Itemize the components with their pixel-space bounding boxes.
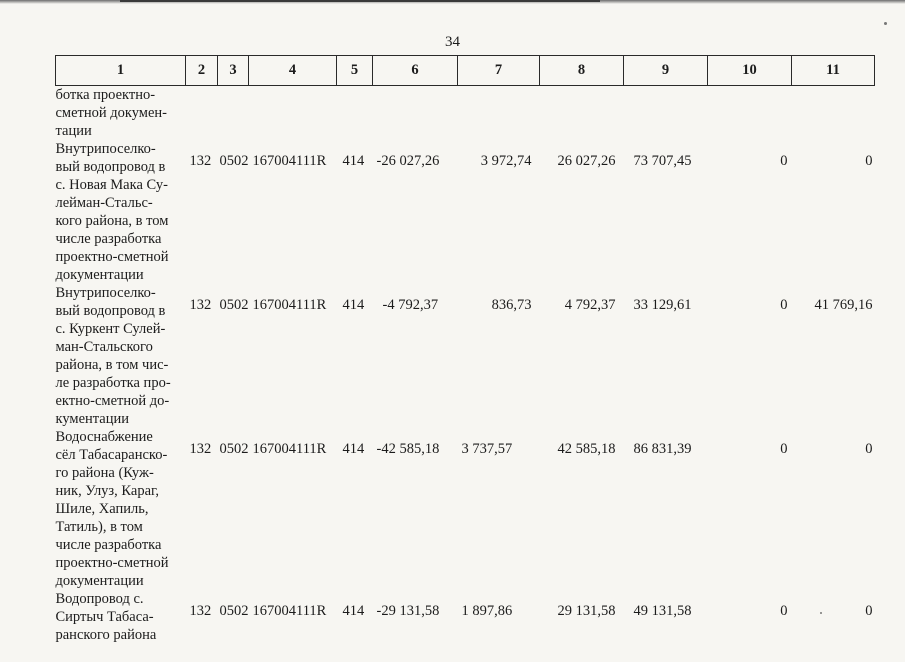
col-header-3: 3 xyxy=(218,56,249,86)
cell-value-10: 0 xyxy=(780,153,788,169)
cell-expense-type: 414 xyxy=(342,153,365,169)
row-name xyxy=(56,284,186,428)
cell-admin-code: 132 xyxy=(189,603,212,619)
row-name xyxy=(56,86,186,141)
col-header-11: 11 xyxy=(792,56,875,86)
name-line: кументации xyxy=(55,411,129,427)
name-line: сметной докумен- xyxy=(55,105,168,121)
col-header-8: 8 xyxy=(540,56,624,86)
name-line: Водопровод с. xyxy=(55,591,144,607)
cell-value-11: 0 xyxy=(865,153,873,169)
cell-expense-type: 414 xyxy=(342,603,365,619)
table-row xyxy=(56,428,875,590)
name-line: ман-Стальского xyxy=(55,339,153,355)
cell-value-11: 0 xyxy=(865,441,873,457)
name-line: ранского района xyxy=(55,627,157,643)
name-line: документации xyxy=(55,573,144,589)
name-line: тации xyxy=(55,123,92,139)
name-line: с. Новая Мака Су- xyxy=(55,177,168,193)
cell-value-7: 3 972,74 xyxy=(480,153,532,169)
cell-admin-code: 132 xyxy=(189,297,212,313)
cell-value-8: 42 585,18 xyxy=(557,441,616,457)
cell-section-code: 0502 xyxy=(219,153,249,169)
cell-value-6: -4 792,37 xyxy=(382,297,439,313)
cell-expense-type: 414 xyxy=(342,441,365,457)
name-line: района, в том чис- xyxy=(55,357,169,373)
cell-admin-code: 132 xyxy=(189,441,212,457)
name-line: Татиль), в том xyxy=(55,519,143,535)
cell-value-9: 73 707,45 xyxy=(633,153,692,169)
cell-value-7: 1 897,86 xyxy=(461,603,513,619)
col-header-1: 1 xyxy=(56,56,186,86)
col-header-4: 4 xyxy=(249,56,337,86)
cell-value-9: 49 131,58 xyxy=(633,603,692,619)
cell-target-code: 167004111R xyxy=(252,603,327,619)
name-line: Сиртыч Табаса- xyxy=(55,609,154,625)
col-header-7: 7 xyxy=(458,56,540,86)
budget-table xyxy=(55,55,875,662)
page-number: 34 xyxy=(445,34,460,50)
name-line: числе разработка xyxy=(55,231,162,247)
name-line: документации xyxy=(55,267,144,283)
name-line: Внутрипоселко- xyxy=(55,285,156,301)
name-line: ектно-сметной до- xyxy=(55,393,170,409)
cell-section-code: 0502 xyxy=(219,297,249,313)
cell-value-8: 29 131,58 xyxy=(557,603,616,619)
col-header-2: 2 xyxy=(186,56,218,86)
col-header-5: 5 xyxy=(337,56,373,86)
cell-value-10: 0 xyxy=(780,441,788,457)
table-row xyxy=(56,140,875,284)
cell-target-code: 167004111R xyxy=(252,297,327,313)
cell-value-9: 33 129,61 xyxy=(633,297,692,313)
cell-value-7: 3 737,57 xyxy=(461,441,513,457)
name-line: Водоснабжение xyxy=(55,429,153,445)
cell-value-10: 0 xyxy=(780,603,788,619)
name-line: ник, Улуз, Караг, xyxy=(55,483,159,499)
table-row xyxy=(56,590,875,662)
row-name xyxy=(56,140,186,284)
name-line: с. Куркент Сулей- xyxy=(55,321,166,337)
cell-value-11: 41 769,16 xyxy=(814,297,873,313)
name-line: Внутрипоселко- xyxy=(55,141,156,157)
cell-value-8: 4 792,37 xyxy=(564,297,616,313)
scan-speck xyxy=(820,612,822,614)
table-row xyxy=(56,86,875,141)
cell-value-6: -42 585,18 xyxy=(376,441,440,457)
row-name xyxy=(56,590,186,662)
name-line: ле разработка про- xyxy=(55,375,171,391)
cell-value-9: 86 831,39 xyxy=(633,441,692,457)
cell-admin-code: 132 xyxy=(189,153,212,169)
cell-target-code: 167004111R xyxy=(252,153,327,169)
cell-value-10: 0 xyxy=(780,297,788,313)
cell-expense-type: 414 xyxy=(342,297,365,313)
cell-value-8: 26 027,26 xyxy=(557,153,616,169)
name-line: проектно-сметной xyxy=(55,249,169,265)
name-line: Шиле, Хапиль, xyxy=(55,501,149,517)
col-header-9: 9 xyxy=(624,56,708,86)
col-header-10: 10 xyxy=(708,56,792,86)
cell-target-code: 167004111R xyxy=(252,441,327,457)
name-line: вый водопровод в xyxy=(55,303,166,319)
cell-value-6: -29 131,58 xyxy=(376,603,440,619)
name-line: го района (Куж- xyxy=(55,465,154,481)
scan-edge xyxy=(0,0,905,4)
name-line: ботка проектно- xyxy=(55,87,156,103)
name-line: сёл Табасаранско- xyxy=(55,447,168,463)
cell-value-6: -26 027,26 xyxy=(376,153,440,169)
cell-value-7: 836,73 xyxy=(491,297,532,313)
col-header-6: 6 xyxy=(373,56,458,86)
cell-section-code: 0502 xyxy=(219,603,249,619)
scan-speck xyxy=(884,22,887,25)
cell-section-code: 0502 xyxy=(219,441,249,457)
cell-value-11: 0 xyxy=(865,603,873,619)
name-line: вый водопровод в xyxy=(55,159,166,175)
name-line: кого района, в том xyxy=(55,213,169,229)
name-line: проектно-сметной xyxy=(55,555,169,571)
row-name xyxy=(56,428,186,590)
name-line: лейман-Стальс- xyxy=(55,195,153,211)
table-row xyxy=(56,284,875,428)
header-row xyxy=(56,56,875,86)
name-line: числе разработка xyxy=(55,537,162,553)
